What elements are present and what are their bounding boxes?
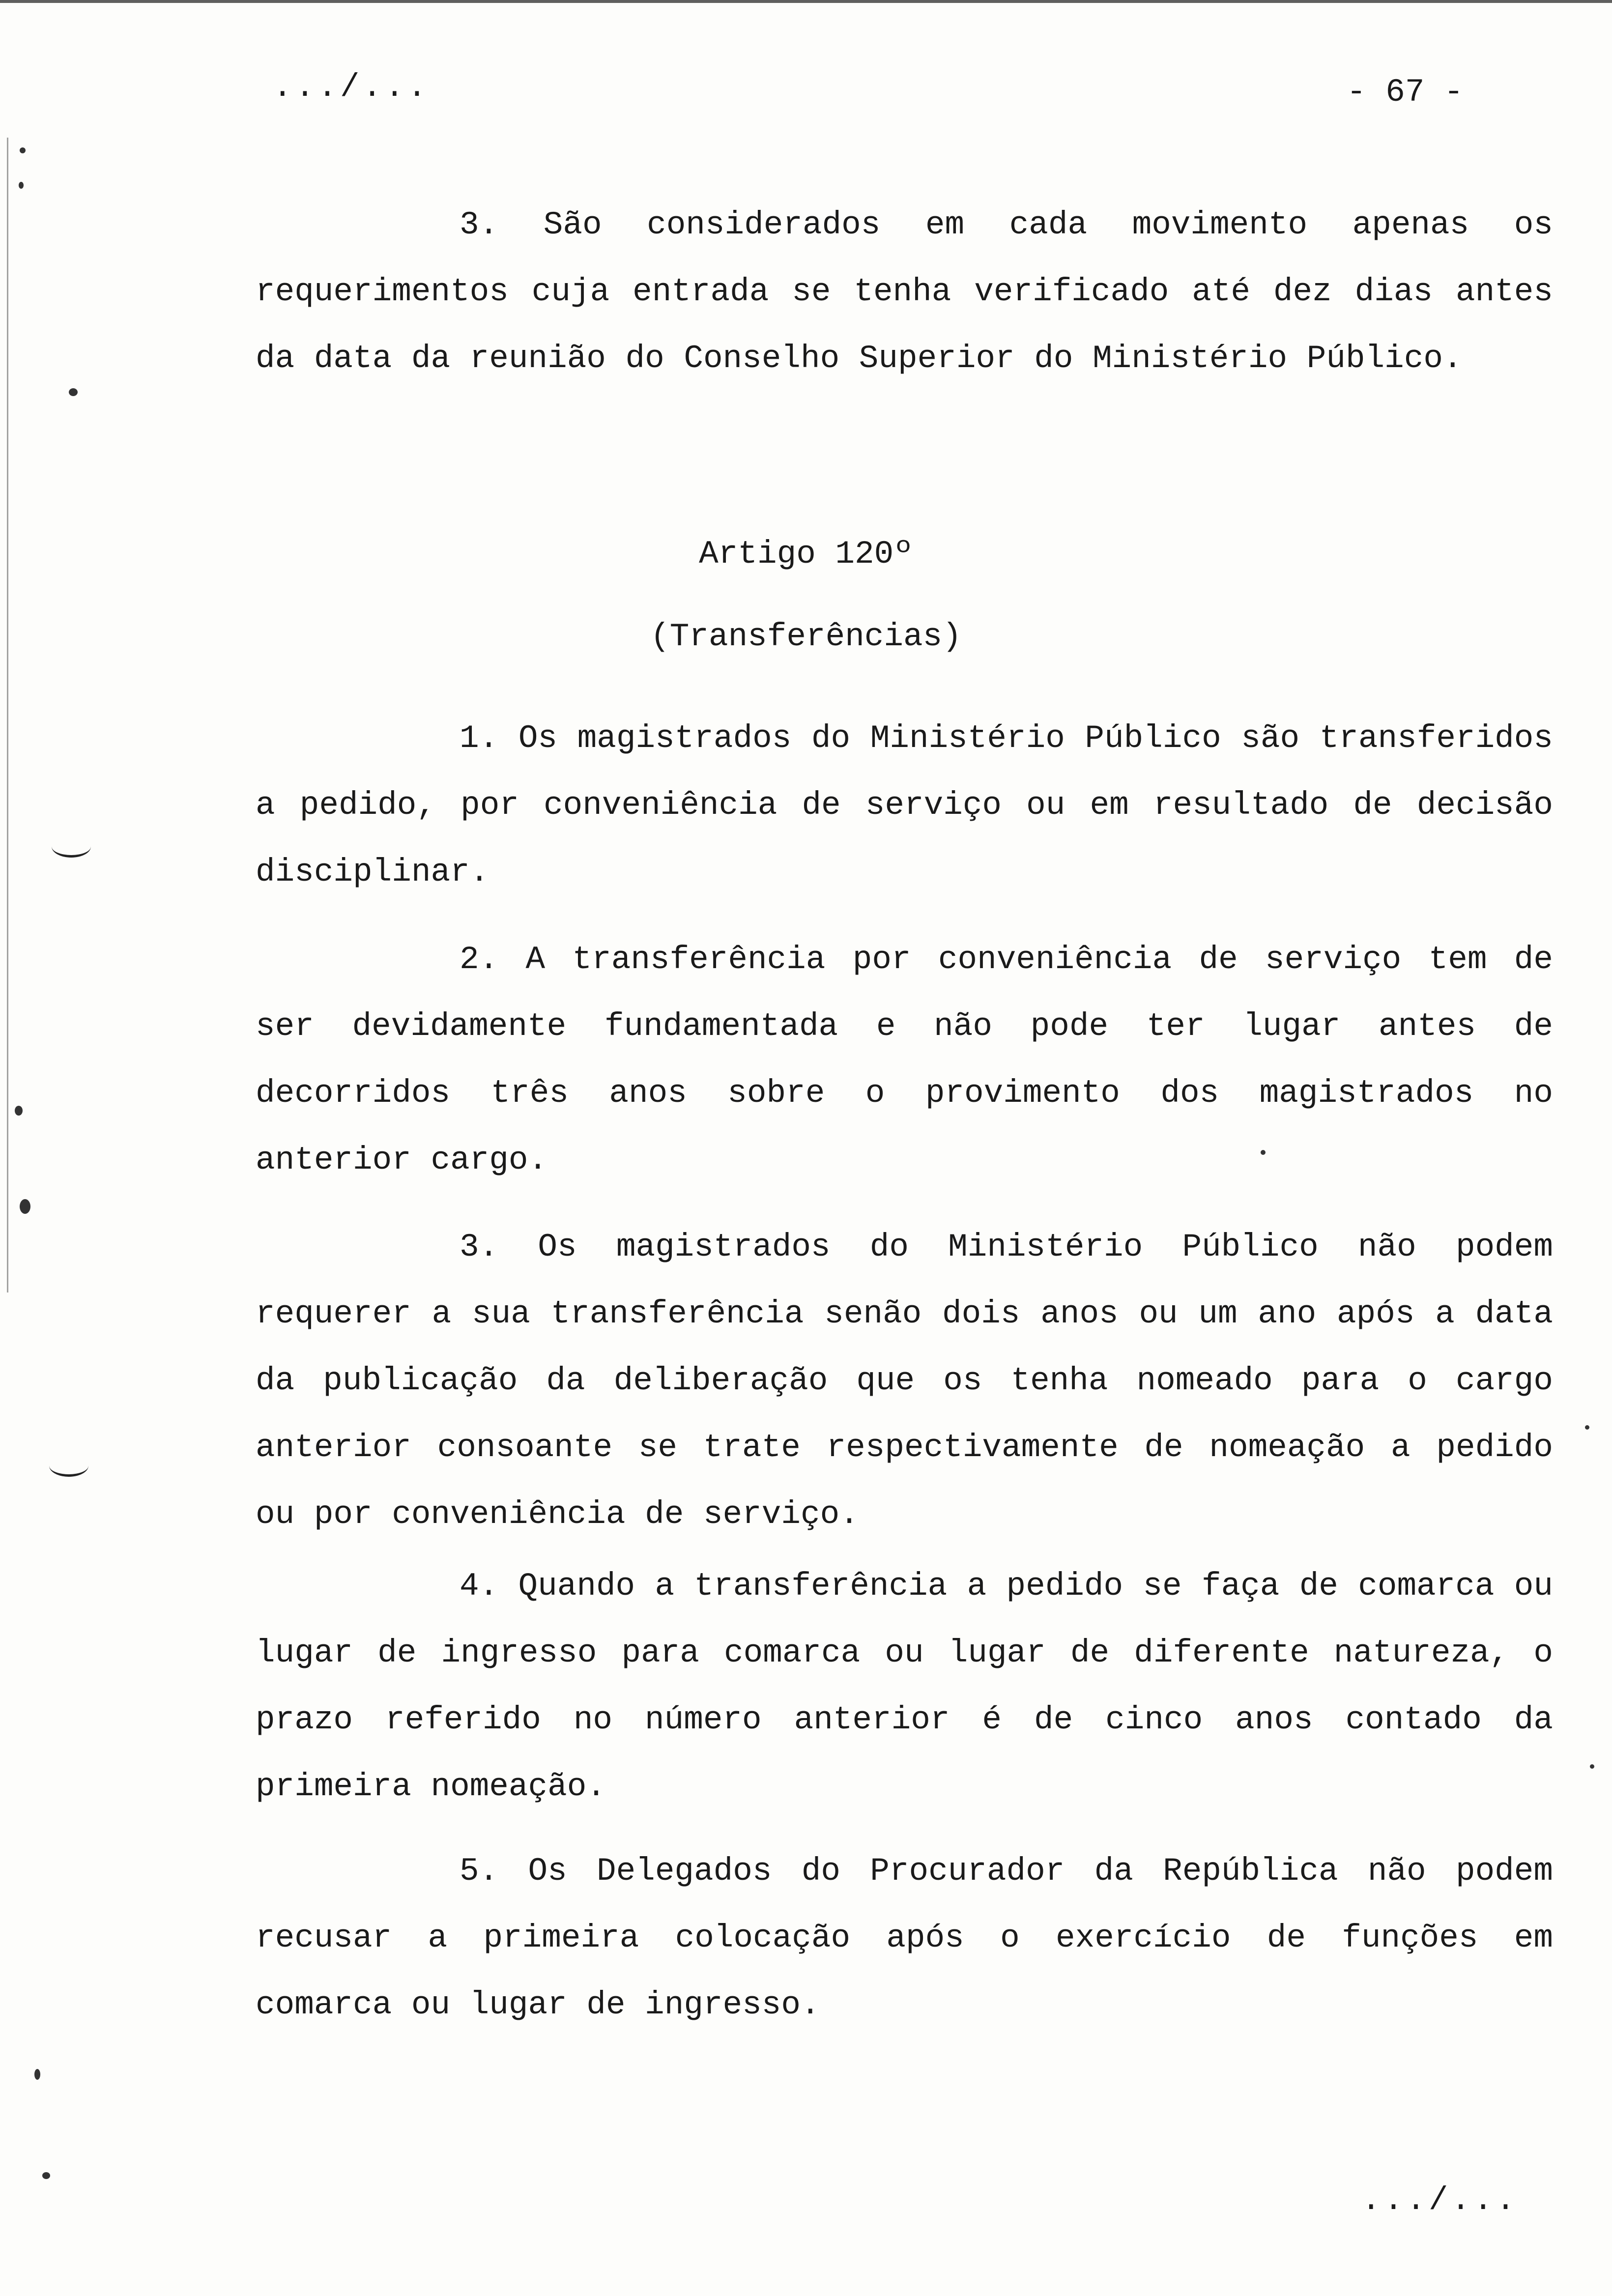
binding-edge-mark bbox=[7, 138, 8, 1292]
scan-speck bbox=[34, 2069, 40, 2080]
article-title: Artigo 120º bbox=[699, 536, 913, 573]
page-number: - 67 - bbox=[1347, 74, 1464, 111]
scan-speck bbox=[20, 1199, 30, 1214]
top-border-line bbox=[0, 0, 1612, 3]
scan-speck bbox=[1590, 1764, 1594, 1769]
paragraph-4: 4. Quando a transferência a pedido se faça de comarca ou lugar de ingresso para comarca ou lugar de diferente natureza, o prazo referido no número anterior é de cinco anos contado da primeira nomeação. bbox=[256, 1568, 1553, 1805]
scan-arc-mark bbox=[52, 835, 91, 858]
scan-speck bbox=[42, 2172, 50, 2179]
paragraph-5: 5. Os Delegados do Procurador da República não podem recusar a primeira colocação após o exercício de funções em comarca ou lugar de ingresso. bbox=[256, 1853, 1553, 2023]
continuation-mark-bottom: .../... bbox=[1361, 2182, 1519, 2219]
scan-speck bbox=[20, 147, 26, 153]
continuation-mark-top: .../... bbox=[273, 69, 430, 106]
paragraph-1: 1. Os magistrados do Ministério Público são transferidos a pedido, por conveniência de serviço ou em resultado de decisão disciplinar. bbox=[256, 720, 1553, 890]
paragraph-prev-3: 3. São considerados em cada movimento apenas os requerimentos cuja entrada se tenha verificado até dez dias antes da data da reunião do Conselho Superior do Ministério Público. bbox=[256, 206, 1553, 377]
scan-speck bbox=[69, 388, 78, 396]
scan-speck bbox=[1585, 1425, 1589, 1430]
paragraph-2: 2. A transferência por conveniência de serviço tem de ser devidamente fundamentada e não pode ter lugar antes de decorridos três anos sobre o provimento dos magistrados no anterior cargo. bbox=[256, 941, 1553, 1178]
scan-speck bbox=[19, 182, 24, 189]
paragraph-3: 3. Os magistrados do Ministério Público não podem requerer a sua transferência senão dois anos ou um ano após a data da publicação da deliberação que os tenha nomeado para o cargo anterior consoante se trate respectivamente de nomeação a pedido ou por conveniência de serviço. bbox=[256, 1229, 1553, 1533]
scan-speck bbox=[15, 1106, 23, 1116]
scan-arc-mark bbox=[49, 1455, 88, 1477]
article-subtitle: (Transferências) bbox=[650, 618, 962, 655]
